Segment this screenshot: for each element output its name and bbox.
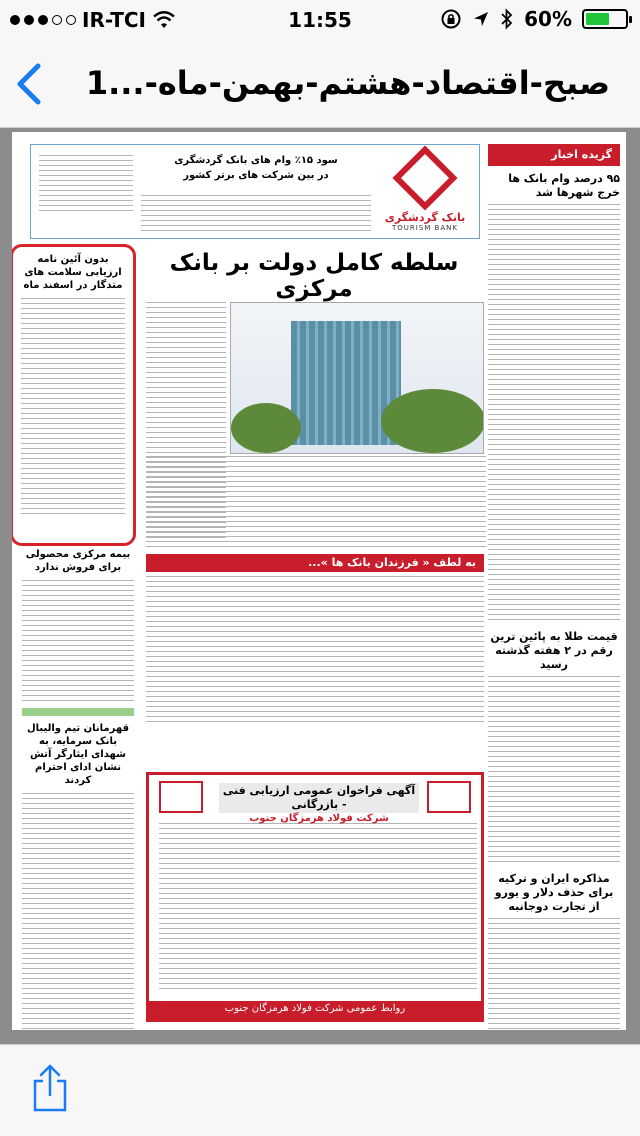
share-icon[interactable] (30, 1063, 70, 1113)
banner-body-text (141, 195, 371, 233)
bottom-toolbar (0, 1044, 640, 1136)
main-headline: سلطه کامل دولت بر بانک مرکزی (169, 250, 459, 302)
carrier-label: IR-TCI (82, 8, 146, 32)
photo-tree (381, 389, 484, 453)
highlighted-article-text (21, 298, 125, 516)
banner-tagline-1: سود ۱۵٪ وام های بانک گردشگری (174, 155, 338, 166)
ad-title: آگهی فراخوان عمومی ارزیابی فنی - بازرگانی (222, 784, 416, 811)
right-article-text (488, 918, 620, 1030)
back-chevron-icon[interactable] (14, 62, 44, 106)
secondary-article-text (146, 576, 484, 726)
battery-percent: 60% (524, 7, 572, 31)
clock: 11:55 (288, 8, 352, 32)
navigation-bar (0, 40, 640, 128)
ad-footer: روابط عمومی شرکت فولاد هرمزگان جنوب (149, 1001, 481, 1019)
bank-logo (379, 151, 471, 231)
right-news-column (488, 168, 620, 1028)
document-title: صبح-اقتصاد-هشتم-بهمن-ماه-...1 (85, 64, 610, 102)
tender-advertisement (146, 772, 484, 1022)
status-right (440, 7, 628, 31)
right-headline-3: مذاکره ایران و ترکیه برای حذف دلار و یورو از تجارت دوجانبه (494, 872, 614, 913)
status-bar (0, 0, 640, 40)
company-logo-left (159, 781, 203, 813)
right-headline-1: ۹۵ درصد وام بانک ها خرج شهرها شد (508, 172, 620, 199)
left-article-text (22, 580, 134, 702)
central-bank-photo (230, 302, 484, 454)
photo-tree (231, 403, 301, 453)
bank-advert-banner (30, 144, 480, 239)
left-headline-2: قهرمانان تیم والیبال بانک سرمایه، به شهدای ایثارگر آتش نشان ادای احترام کردند (27, 723, 129, 786)
right-article-text (488, 676, 620, 866)
banner-tagline-2: در بین شرکت های برتر کشور (183, 170, 329, 181)
left-headline-1: بیمه مرکزی محصولی برای فروش ندارد (25, 549, 131, 573)
green-divider (22, 708, 134, 716)
red-headline-strip: به لطف « فرزندان بانک ها »... (146, 554, 484, 572)
battery-fill (586, 13, 609, 25)
main-article-text (146, 456, 486, 550)
left-article-text (22, 793, 134, 1030)
highlighted-article-title: بدون آئین نامه ارزیابی سلامت های متدگار در اسفند ماه (23, 254, 123, 291)
ad-body-text (159, 823, 477, 993)
company-logo-right (427, 781, 471, 813)
banner-tagline (141, 153, 371, 193)
highlighted-article-box (12, 244, 136, 546)
bank-brand-name: بانک گردشگری (384, 211, 466, 224)
battery-icon (582, 9, 628, 29)
news-section-header: گزیده اخبار (488, 144, 620, 166)
left-news-column (22, 548, 134, 1026)
location-arrow-icon (472, 10, 490, 28)
bluetooth-icon (500, 8, 514, 30)
ad-subtitle: شرکت فولاد هرمزگان جنوب (249, 813, 389, 824)
right-article-text (488, 204, 620, 624)
bank-logo-mark (392, 145, 457, 210)
newspaper-page[interactable] (12, 132, 626, 1030)
ad-title-box (219, 783, 419, 824)
right-headline-2: قیمت طلا به پائین ترین رقم در ۲ هفته گذشته رسید (490, 630, 618, 671)
bank-brand-name-en: TOURISM BANK (392, 224, 458, 232)
orientation-lock-icon (440, 8, 462, 30)
banner-side-text (39, 155, 133, 215)
